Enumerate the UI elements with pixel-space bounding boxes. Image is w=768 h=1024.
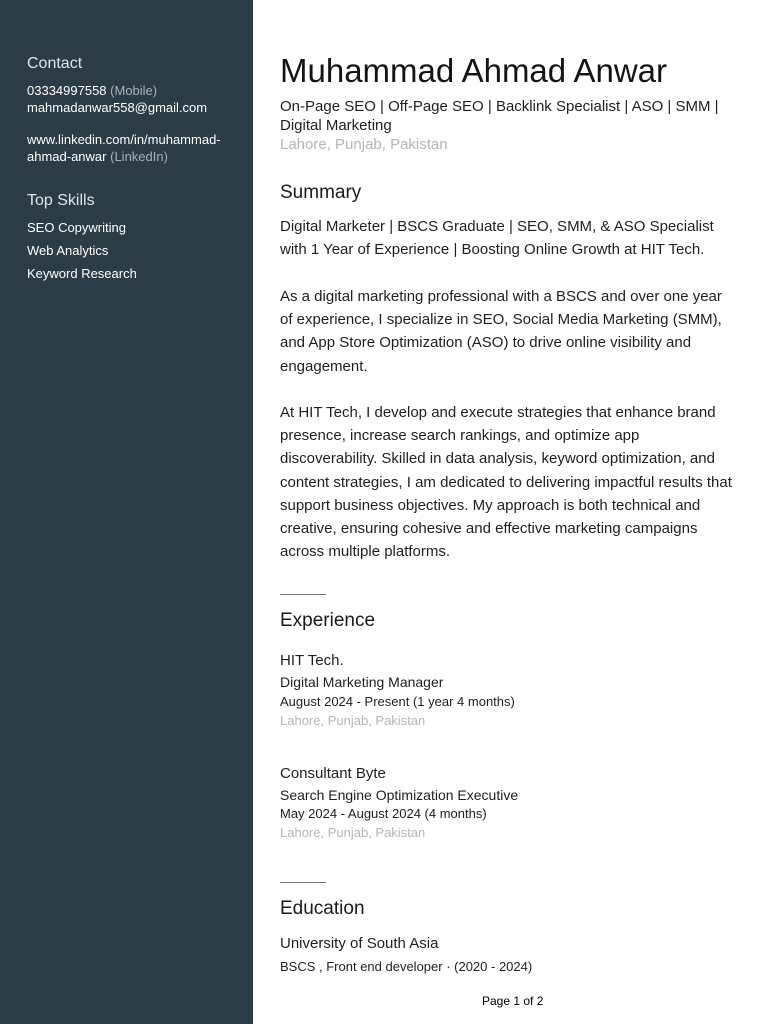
summary-paragraph: Digital Marketer | BSCS Graduate | SEO, SMM, & ASO Specialist with 1 Year of Experience | Boosting Online Growth at HIT Tech. (280, 218, 714, 259)
summary-paragraph: At HIT Tech, I develop and execute strategies that enhance brand presence, increase search rankings, and optimize app discoverability. Skilled in data analysis, keyword optimization, and content strategies, I am dedicated to delivering impactful results that support business objectives. My approach is both technical and creative, ensuring cohesive and effective marketing campaigns across multiple platforms. (280, 404, 732, 561)
job-location: Lahore, Punjab, Pakistan (280, 825, 426, 840)
experience-heading: Experience (280, 610, 376, 631)
profile-headline: On-Page SEO | Off-Page SEO | Backlink Specialist | ASO | SMM | Digital Marketing (280, 98, 719, 134)
section-divider (280, 594, 326, 595)
job-location: Lahore, Punjab, Pakistan (280, 713, 426, 728)
job-dates: May 2024 - August 2024 (4 months) (280, 806, 487, 821)
section-divider (280, 882, 326, 883)
education-degree: BSCS , Front end developer · (2020 - 2024) (280, 959, 533, 974)
contact-phone-type: (Mobile) (110, 83, 158, 98)
skill-item: Keyword Research (27, 266, 137, 281)
contact-email[interactable]: mahmadanwar558@gmail.com (27, 100, 208, 115)
contact-linkedin-handle[interactable]: ahmad-anwar (27, 149, 107, 164)
contact-linkedin-line1[interactable]: www.linkedin.com/in/muhammad- (27, 132, 221, 147)
summary-heading: Summary (280, 182, 362, 203)
page-number: Page 1 of 2 (482, 994, 544, 1008)
job-title: Digital Marketing Manager (280, 674, 444, 690)
skill-item: Web Analytics (27, 243, 109, 258)
contact-heading: Contact (27, 55, 83, 72)
contact-linkedin-line2[interactable] (27, 148, 168, 165)
summary-paragraph: As a digital marketing professional with a BSCS and over one year of experience, I specialize in SEO, Social Media Marketing (SMM), and App Store Optimization (ASO) to drive online visibility and engagement. (280, 288, 722, 375)
sidebar (0, 0, 253, 1024)
job-company: Consultant Byte (280, 765, 386, 782)
contact-linkedin-type: (LinkedIn) (110, 149, 168, 164)
education-heading: Education (280, 898, 365, 919)
education-school: University of South Asia (280, 935, 439, 952)
job-dates: August 2024 - Present (1 year 4 months) (280, 694, 515, 709)
profile-location: Lahore, Punjab, Pakistan (280, 136, 448, 153)
job-company: HIT Tech. (280, 652, 344, 669)
contact-phone: 03334997558 (27, 83, 107, 98)
profile-name: Muhammad Ahmad Anwar (280, 52, 668, 89)
skill-item: SEO Copywriting (27, 220, 126, 235)
top-skills-heading: Top Skills (27, 192, 95, 209)
contact-phone-line (27, 82, 157, 99)
main-content (280, 0, 740, 1024)
job-title: Search Engine Optimization Executive (280, 787, 519, 803)
